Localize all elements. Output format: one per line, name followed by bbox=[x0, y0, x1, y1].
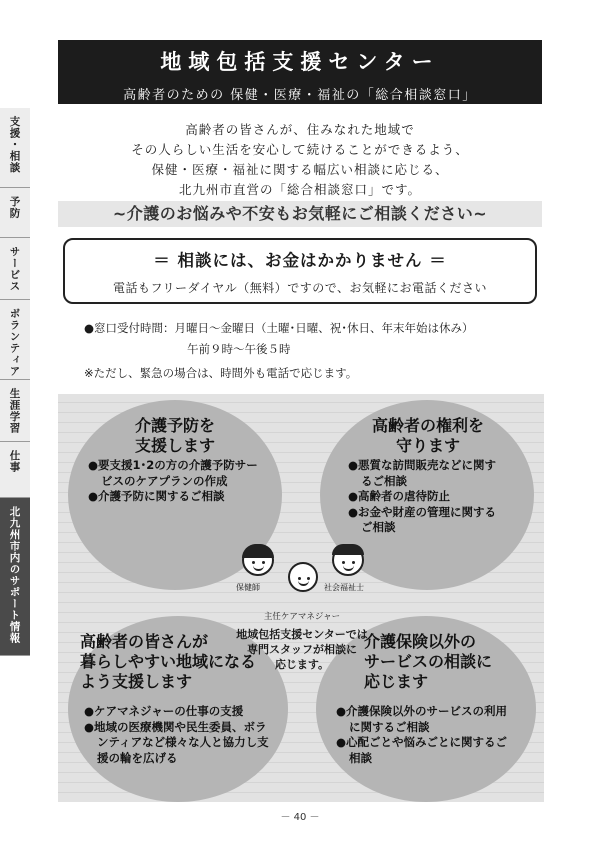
intro-text bbox=[60, 120, 540, 200]
community-list bbox=[84, 704, 274, 766]
tab-kitakyushu-support-info[interactable]: 北九州市内のサポート情報 bbox=[0, 498, 30, 656]
tab-services[interactable]: サービス bbox=[0, 238, 30, 300]
community-title: 高齢者の皆さんが 暮らしやすい地域になる よう支援します bbox=[80, 632, 257, 691]
role-label: 保健師 bbox=[236, 583, 260, 592]
page-title: 地域包括支援センター bbox=[160, 50, 440, 74]
list-item: ●介護予防に関するご相談 bbox=[88, 489, 225, 503]
prevention-title: 介護予防を 支援します bbox=[134, 416, 215, 455]
free-consultation-box bbox=[63, 238, 537, 304]
list-item: ●心配ごとや悩みごとに関するご相談 bbox=[336, 735, 508, 765]
tab-work[interactable]: 仕事 bbox=[0, 442, 30, 498]
prevention-list bbox=[88, 458, 266, 505]
tab-support-consultation[interactable]: 支援・相談 bbox=[0, 108, 30, 188]
list-item: ●ケアマネジャーの仕事の支援 bbox=[84, 704, 244, 718]
page-subtitle: 高齢者のための 保健・医療・福祉の「総合相談窓口」 bbox=[123, 88, 477, 103]
tab-lifelong-learning[interactable]: 生涯学習 bbox=[0, 380, 30, 442]
care-manager-icon bbox=[288, 562, 318, 592]
hours-note: ※ただし、緊急の場合は、時間外も電話で応じます。 bbox=[84, 366, 358, 380]
consult-banner: ~介護のお悩みや不安もお気軽にご相談ください~ bbox=[58, 201, 542, 227]
list-item: ●お金や財産の管理に関するご相談 bbox=[348, 504, 497, 534]
intro-line: 保健・医療・福祉に関する幅広い相談に応じる、 bbox=[151, 162, 449, 177]
public-health-nurse-icon bbox=[242, 544, 274, 576]
tab-prevention[interactable]: 予防 bbox=[0, 188, 30, 238]
list-item: ●地域の医療機関や民生委員、ボランティアなど様々な人と協力し支援の輪を広げる bbox=[84, 719, 269, 765]
services-illustration bbox=[58, 394, 544, 802]
list-item: ●要支援1･2の方の介護予防サービスのケアプランの作成 bbox=[88, 458, 258, 488]
list-item: ●高齢者の虐待防止 bbox=[348, 489, 451, 503]
hours-line: ●窓口受付時間：月曜日～金曜日（土曜･日曜、祝･休日、年末年始は休み） bbox=[84, 321, 474, 335]
other-services-title: 介護保険以外の サービスの相談に 応じます bbox=[364, 632, 493, 691]
intro-line: その人らしい生活を安心して続けることができるよう、 bbox=[131, 142, 469, 157]
free-title: ＝ 相談には、お金はかかりません ＝ bbox=[153, 251, 447, 270]
list-item: ●悪質な訪問販売などに関するご相談 bbox=[348, 458, 497, 488]
office-hours bbox=[84, 318, 554, 384]
list-item: ●介護保険以外のサービスの利用に関するご相談 bbox=[336, 704, 508, 734]
free-detail: 電話もフリーダイヤル（無料）ですので、お気軽にお電話ください bbox=[113, 281, 487, 295]
page-header bbox=[58, 40, 542, 104]
other-services-list bbox=[336, 704, 516, 766]
rights-list bbox=[348, 458, 498, 536]
intro-line: 北九州市直営の「総合相談窓口」です。 bbox=[178, 182, 421, 197]
intro-line: 高齢者の皆さんが、住みなれた地域で bbox=[185, 122, 415, 137]
center-message: 主任ケアマネジャー 地域包括支援センターでは 専門スタッフが相談に 応じます。 bbox=[226, 610, 378, 672]
tab-volunteer[interactable]: ボランティア bbox=[0, 300, 30, 380]
page-number: － 40 － bbox=[280, 812, 320, 823]
role-label: 社会福祉士 bbox=[324, 583, 364, 592]
role-label: 主任ケアマネジャー bbox=[263, 612, 341, 622]
rights-title: 高齢者の権利を 守ります bbox=[371, 416, 484, 455]
staff-illustration bbox=[234, 544, 374, 608]
hours-time: 午前９時～午後５時 bbox=[187, 342, 291, 356]
social-worker-icon bbox=[332, 544, 364, 576]
